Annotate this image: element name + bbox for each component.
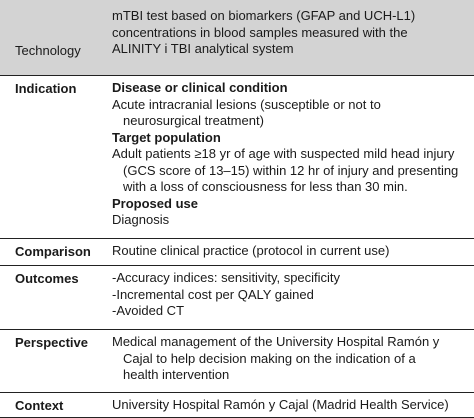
comparison-text: Routine clinical practice (protocol in current use)	[112, 243, 390, 258]
perspective-line: health intervention	[123, 367, 230, 382]
comparison-row	[0, 238, 474, 265]
technology-label: Technology	[15, 43, 81, 58]
context-content	[112, 397, 464, 414]
disease-heading: Disease or clinical condition	[112, 80, 288, 95]
outcomes-label: Outcomes	[15, 271, 79, 286]
population-line: Adult patients ≥18 yr of age with suspected mild head injury	[112, 146, 455, 161]
outcome-item: -Avoided CT	[112, 303, 185, 318]
comparison-content	[112, 243, 464, 260]
technology-description	[112, 8, 464, 58]
disease-line: Acute intracranial lesions (susceptible or not to	[112, 96, 381, 112]
disease-line: neurosurgical treatment)	[123, 113, 264, 128]
technology-row	[0, 0, 474, 75]
indication-label: Indication	[15, 81, 77, 96]
perspective-content	[112, 334, 464, 384]
indication-row	[0, 75, 474, 238]
population-heading: Target population	[112, 129, 221, 145]
population-line: (GCS score of 13–15) within 12 hr of injury and presenting	[123, 162, 459, 178]
outcomes-row	[0, 265, 474, 329]
outcome-item: -Incremental cost per QALY gained	[112, 286, 314, 302]
technology-line: ALINITY i TBI analytical system	[112, 41, 294, 56]
technology-line: concentrations in blood samples measured with the	[112, 24, 408, 40]
indication-content	[112, 80, 464, 229]
context-text: University Hospital Ramón y Cajal (Madrid Health Service)	[112, 397, 449, 412]
context-label: Context	[15, 398, 64, 413]
outcomes-content	[112, 270, 464, 320]
outcome-item: -Accuracy indices: sensitivity, specificity	[112, 270, 341, 285]
perspective-label: Perspective	[15, 335, 88, 350]
perspective-line: Cajal to help decision making on the indication of a	[123, 350, 416, 366]
perspective-line: Medical management of the University Hospital Ramón y	[112, 334, 440, 349]
comparison-label: Comparison	[15, 244, 91, 259]
technology-line: mTBI test based on biomarkers (GFAP and UCH-L1)	[112, 8, 416, 23]
use-heading: Proposed use	[112, 195, 198, 211]
use-line: Diagnosis	[112, 212, 170, 227]
population-line: with a loss of consciousness for less than 30 min.	[123, 179, 408, 194]
context-row	[0, 392, 474, 418]
perspective-row	[0, 329, 474, 392]
